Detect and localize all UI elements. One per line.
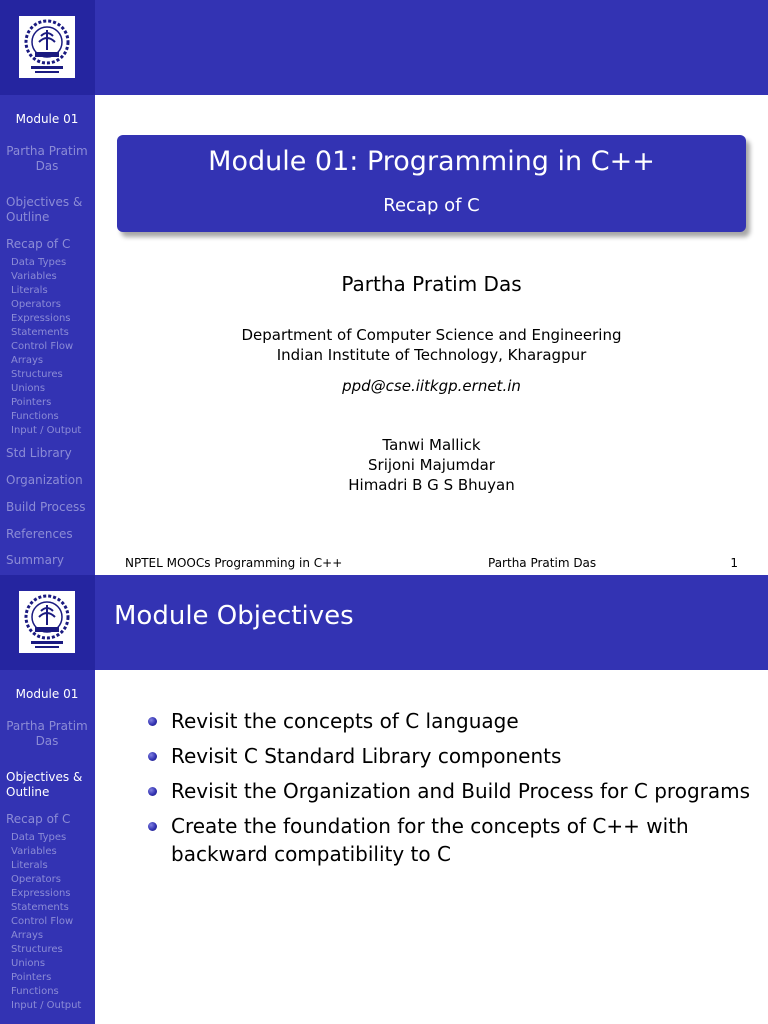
- nav-sub-item[interactable]: Pointers: [11, 972, 52, 983]
- list-item: [148, 742, 758, 770]
- nav-module[interactable]: Module 01: [15, 687, 79, 701]
- list-item-text: Revisit C Standard Library components: [171, 744, 562, 768]
- nav-sub-item[interactable]: Input / Output: [11, 425, 82, 436]
- author-email: ppd@cse.iitkgp.ernet.in: [342, 377, 521, 395]
- bullet-icon: [148, 717, 157, 726]
- nav-module[interactable]: Module 01: [15, 112, 79, 126]
- footer-course: NPTEL MOOCs Programming in C++: [125, 556, 343, 570]
- contributor: Himadri B G S Bhuyan: [348, 476, 515, 494]
- contributor: Tanwi Mallick: [382, 436, 481, 454]
- list-item: [148, 812, 758, 868]
- nav-sub-item[interactable]: Functions: [11, 411, 59, 422]
- nav-sub-item[interactable]: Structures: [11, 369, 63, 380]
- list-item: [148, 777, 758, 805]
- nav-sub-item[interactable]: Statements: [11, 902, 69, 913]
- nav-author[interactable]: Partha Pratim Das: [6, 144, 88, 173]
- institute: Indian Institute of Technology, Kharagpur: [276, 346, 587, 364]
- iit-kharagpur-logo: [19, 16, 75, 78]
- nav-summary[interactable]: Summary: [6, 553, 64, 567]
- nav-sub-item[interactable]: Variables: [11, 271, 57, 282]
- nav-sub-item[interactable]: Unions: [11, 383, 46, 394]
- nav-sub-item[interactable]: Literals: [11, 285, 48, 296]
- nav-sub-item[interactable]: Literals: [11, 860, 48, 871]
- nav-sub-item[interactable]: Structures: [11, 944, 63, 955]
- nav-sub-item[interactable]: Expressions: [11, 313, 71, 324]
- affiliation: [95, 325, 768, 365]
- sidebar: [0, 0, 95, 575]
- page-number: 1: [730, 556, 738, 570]
- nav-organization[interactable]: Organization: [6, 473, 83, 487]
- nav-sub-item[interactable]: Control Flow: [11, 916, 74, 927]
- list-item-text: Create the foundation for the concepts of C++ with backward compatibility to C: [171, 814, 689, 866]
- author-name: Partha Pratim Das: [341, 272, 522, 296]
- contributors: [95, 435, 768, 495]
- sidebar: [0, 575, 95, 1024]
- nav-author[interactable]: Partha Pratim Das: [6, 719, 88, 748]
- footer: [95, 553, 768, 573]
- slide-title-text: Module 01: Programming in C++: [208, 146, 655, 177]
- contributor: Srijoni Majumdar: [368, 456, 495, 474]
- nav-sub-item[interactable]: Data Types: [11, 832, 67, 843]
- nav-std-library[interactable]: Std Library: [6, 446, 72, 460]
- nav-sub-item[interactable]: Operators: [11, 874, 61, 885]
- nav-sub-item[interactable]: Arrays: [11, 355, 44, 366]
- nav-sub-item[interactable]: Variables: [11, 846, 57, 857]
- title-box: [117, 135, 746, 232]
- objectives-list: [148, 707, 758, 875]
- footer-author: Partha Pratim Das: [488, 556, 597, 570]
- bullet-icon: [148, 787, 157, 796]
- nav-sub-item[interactable]: Operators: [11, 299, 61, 310]
- header-bar: [95, 0, 768, 95]
- nav-sub-item[interactable]: Arrays: [11, 930, 44, 941]
- nav-sub-item[interactable]: Expressions: [11, 888, 71, 899]
- frame-title: Module Objectives: [114, 601, 354, 631]
- nav-objectives[interactable]: Objectives & Outline: [6, 770, 83, 799]
- department: Department of Computer Science and Engineering: [241, 326, 622, 344]
- bullet-icon: [148, 752, 157, 761]
- slide-subtitle: Recap of C: [383, 195, 480, 216]
- nav-sub-item[interactable]: Unions: [11, 958, 46, 969]
- nav-recap-of-c[interactable]: Recap of C: [6, 812, 71, 826]
- nav-objectives[interactable]: Objectives & Outline: [6, 195, 83, 224]
- nav-sub-item[interactable]: Input / Output: [11, 1000, 82, 1011]
- nav-sub-item[interactable]: Control Flow: [11, 341, 74, 352]
- nav-sub-item[interactable]: Statements: [11, 327, 69, 338]
- list-item-text: Revisit the Organization and Build Process for C programs: [171, 779, 751, 803]
- logo-area: [0, 0, 95, 95]
- list-item: [148, 707, 758, 735]
- nav-sub-item[interactable]: Functions: [11, 986, 59, 997]
- nav-build-process[interactable]: Build Process: [6, 500, 86, 514]
- iit-kharagpur-logo: [19, 591, 75, 653]
- slide-objectives: [0, 575, 768, 1024]
- nav-sub-item[interactable]: Data Types: [11, 257, 67, 268]
- nav-recap-of-c[interactable]: Recap of C: [6, 237, 71, 251]
- bullet-icon: [148, 822, 157, 831]
- list-item-text: Revisit the concepts of C language: [171, 709, 519, 733]
- logo-area: [0, 575, 95, 670]
- nav-sub-item[interactable]: Pointers: [11, 397, 52, 408]
- nav-references[interactable]: References: [6, 527, 73, 541]
